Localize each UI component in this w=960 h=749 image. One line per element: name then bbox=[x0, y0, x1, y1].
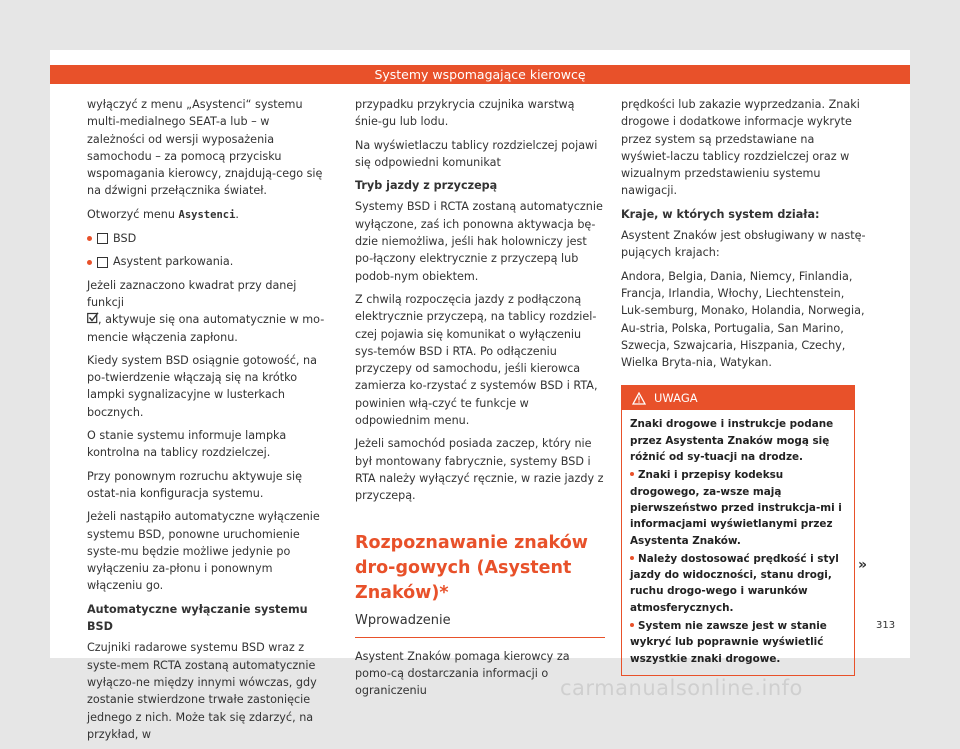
paragraph: Na wyświetlaczu tablicy rozdzielczej pojawi się odpowiedni komunikat bbox=[355, 138, 598, 169]
warning-header bbox=[622, 386, 854, 410]
paragraph: Jeżeli samochód posiada zaczep, który nie był montowany fabrycznie, systemy BSD i RTA należy wyłączyć ręcznie, w razie jazdy z przyczepą. bbox=[355, 437, 604, 503]
page-number: 313 bbox=[876, 620, 896, 631]
paragraph: prędkości lub zakazie wyprzedzania. Znaki drogowe i dodatkowe informacje wykryte przez system są przedstawiane na wyświet-laczu tablicy rozdzielczej oraz w wizualnym przedstawieniu systemu nawigacji. bbox=[621, 98, 860, 198]
chapter-title: Rozpoznawanie znaków dro-gowych (Asystent Znaków)* bbox=[355, 532, 588, 603]
text: , aktywuje się ona automatycznie w mo-mencie włączenia zapłonu. bbox=[87, 313, 325, 344]
warning-item-text: System nie zawsze jest w stanie wykryć lub poprawnie wyświetlić wszystkie znaki drogowe. bbox=[630, 620, 827, 665]
watermark: carmanualsonline.info bbox=[560, 676, 803, 700]
warning-intro: Znaki drogowe i instrukcje podane przez Asystenta Znaków mogą się różnić od sy-tuacji na drodze. bbox=[630, 418, 834, 464]
warning-item bbox=[630, 467, 846, 548]
paragraph bbox=[87, 277, 327, 346]
warning-box bbox=[621, 385, 855, 675]
list-item-label: BSD bbox=[113, 232, 137, 246]
paragraph: Asystent Znaków pomaga kierowcy za pomo-cą dostarczania informacji o ograniczeniu bbox=[355, 649, 570, 698]
paragraph: Jeżeli nastąpiło automatyczne wyłączenie systemu BSD, ponowne uruchomienie syste-mu będzie możliwe jedynie po wyłączeniu za-płonu i ponownym włączeniu go. bbox=[87, 510, 320, 593]
warning-title: UWAGA bbox=[654, 391, 698, 406]
paragraph: Z chwilą rozpoczęcia jazdy z podłączoną elektrycznie przyczepą, na tablicy rozdziel-czej pojawia się komunikat o wyłączeniu sys-temów BSD i RTA. Po odłączeniu przyczepy od samochodu, jeśli kierowca zamierza ko-rzystać z systemów BSD i RTA, powinien włą-czyć te funkcje w odpowiednim menu. bbox=[355, 292, 598, 428]
paragraph: przypadku przykrycia czujnika warstwą śnie-gu lub lodu. bbox=[355, 98, 575, 129]
paragraph: Asystent Znaków jest obsługiwany w nastę-pujących krajach: bbox=[621, 229, 866, 260]
warning-body bbox=[622, 410, 854, 674]
warning-triangle-icon bbox=[632, 392, 646, 405]
paragraph-open-menu bbox=[87, 206, 327, 224]
bullet-dot-icon bbox=[87, 260, 92, 265]
paragraph: Przy ponownym rozruchu aktywuje się ostat-nia konfiguracja systemu. bbox=[87, 469, 302, 500]
bullet-dot-icon bbox=[87, 236, 92, 241]
subheading: Wprowadzenie bbox=[355, 612, 605, 638]
menu-name: Asystenci bbox=[178, 208, 236, 221]
list-item bbox=[87, 230, 327, 247]
column-left bbox=[87, 96, 327, 749]
warning-item bbox=[630, 551, 846, 616]
bullet-dot-icon bbox=[630, 556, 634, 560]
paragraph: Kiedy system BSD osiągnie gotowość, na po-twierdzenie włączają się na krótko lampki sygnalizacyjne w lusterkach bocznych. bbox=[87, 353, 317, 419]
checkbox-icon bbox=[97, 257, 108, 268]
checked-checkbox-icon bbox=[87, 312, 98, 323]
bullet-dot-icon bbox=[630, 623, 634, 627]
paragraph: Andora, Belgia, Dania, Niemcy, Finlandia, Francja, Irlandia, Włochy, Liechtenstein, Luk-semburg, Monako, Holandia, Norwegia, Au-stria, Polska, Portugalia, San Marino, Szwecja, Szwajcaria, Hiszpania, Czechy, Wielka Bryta-nia, Watykan. bbox=[621, 269, 865, 370]
text: Otworzyć menu bbox=[87, 207, 179, 221]
warning-item-text: Znaki i przepisy kodeksu drogowego, za-wsze mają pierwszeństwo przed instrukcja-mi i informacjami wyświetlanymi przez Asystenta Znaków. bbox=[630, 469, 842, 547]
page-header: Systemy wspomagające kierowcę bbox=[50, 65, 910, 84]
column-middle bbox=[355, 96, 605, 706]
paragraph: wyłączyć z menu „Asystenci“ systemu multi-medialnego SEAT-a lub – w zależności od wersji wyposażenia samochodu – za pomocą przycisku wspomagania kierowcy, znajdują-cego się na dźwigni przełącznika świateł. bbox=[87, 98, 323, 198]
text: . bbox=[235, 207, 239, 221]
section-heading: Tryb jazdy z przyczepą bbox=[355, 179, 498, 193]
paragraph: O stanie systemu informuje lampka kontrolna na tablicy rozdzielczej. bbox=[87, 429, 287, 460]
section-heading: Kraje, w których system działa: bbox=[621, 207, 820, 221]
paragraph: Czujniki radarowe systemu BSD wraz z syste-mem RCTA zostaną automatycznie wyłączo-ne między innymi wówczas, gdy zostanie stwierdzone trwałe zastonięcie jednego z nich. Może tak się zdarzyć, na przykład, w bbox=[87, 641, 317, 741]
section-heading: Automatyczne wyłączanie systemu BSD bbox=[87, 602, 308, 634]
list-item-label: Asystent parkowania. bbox=[113, 255, 234, 269]
text: Jeżeli zaznaczono kwadrat przy danej funkcji bbox=[87, 278, 297, 309]
checkbox-icon bbox=[97, 233, 108, 244]
warning-item-text: Należy dostosować prędkość i styl jazdy do widoczności, stanu drogi, ruchu drogo-wego i warunków atmosferycznych. bbox=[630, 552, 839, 614]
continue-marker: » bbox=[858, 557, 868, 573]
warning-item bbox=[630, 618, 846, 667]
list-item bbox=[87, 253, 327, 270]
column-right bbox=[621, 96, 866, 676]
bullet-dot-icon bbox=[630, 472, 634, 476]
paragraph: Systemy BSD i RCTA zostaną automatycznie wyłączone, zaś ich ponowna aktywacja bę-dzie niemożliwa, jeśli hak holowniczy jest po-łączony elektrycznie z przyczepą lub podob-nym obiektem. bbox=[355, 200, 603, 283]
